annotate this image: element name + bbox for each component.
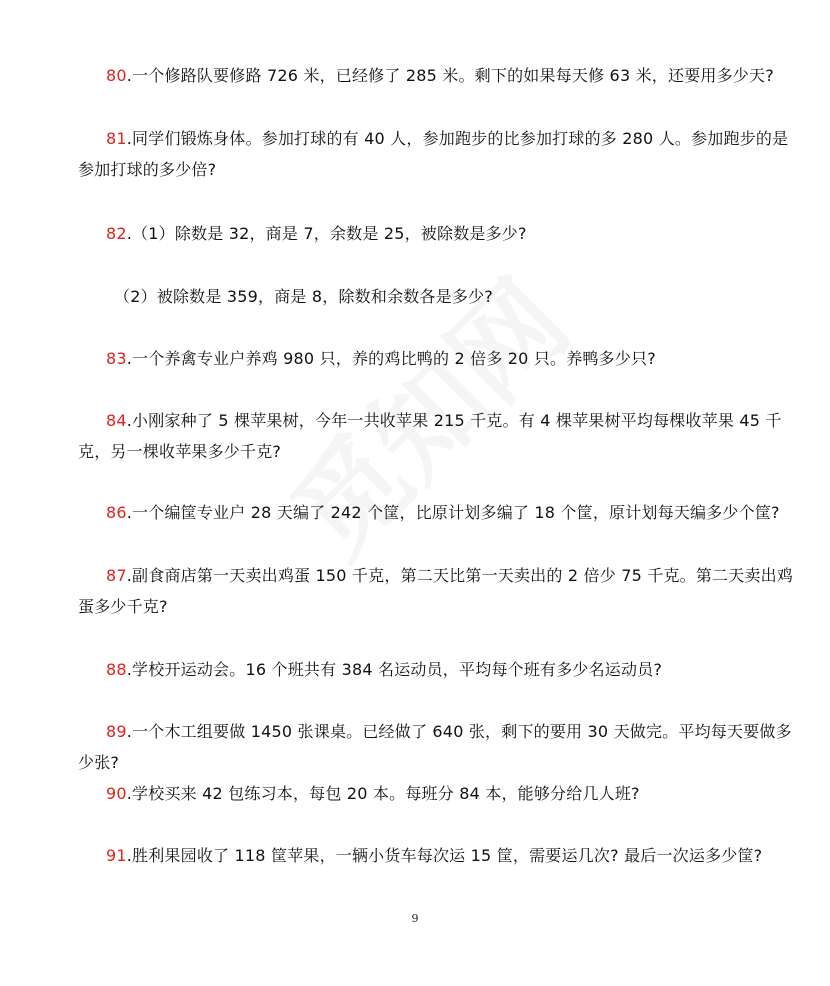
problem-number: 80 [106, 66, 127, 85]
problem-81 [78, 123, 798, 185]
problem-82-part-2 [78, 281, 798, 312]
problem-text: .一个修路队要修路 726 米，已经修了 285 米。剩下的如果每天修 63 米，还要用多少天? [126, 66, 774, 85]
problem-text: （2）被除数是 359，商是 8，除数和余数各是多少? [114, 287, 493, 306]
problem-84 [78, 405, 798, 467]
problem-text: .同学们锻炼身体。参加打球的有 40 人，参加跑步的比参加打球的多 280 人。参加跑步的是参加打球的多少倍? [78, 129, 789, 179]
problem-number: 81 [106, 129, 127, 148]
problem-number: 91 [106, 846, 127, 865]
problem-text: .一个木工组要做 1450 张课桌。已经做了 640 张，剩下的要用 30 天做完。平均每天要做多少张? [78, 722, 792, 772]
problem-number: 82 [106, 224, 127, 243]
problem-number: 87 [106, 566, 127, 585]
page-number: 9 [411, 912, 419, 925]
problem-number: 84 [106, 411, 127, 430]
problem-text: .（1）除数是 32，商是 7，余数是 25，被除数是多少? [126, 224, 527, 243]
problem-text: .学校买来 42 包练习本，每包 20 本。每班分 84 本，能够分给几人班? [126, 784, 640, 803]
problem-82-part-1 [78, 218, 798, 249]
problem-number: 83 [106, 349, 127, 368]
problem-89 [78, 716, 798, 778]
problem-80 [78, 60, 798, 91]
problem-88 [78, 654, 798, 685]
problem-text: .胜利果园收了 118 筐苹果，一辆小货车每次运 15 筐，需要运几次? 最后一次运多少筐? [126, 846, 763, 865]
problem-text: .副食商店第一天卖出鸡蛋 150 千克，第二天比第一天卖出的 2 倍少 75 千克。第二天卖出鸡蛋多少千克? [78, 566, 794, 616]
problem-90 [78, 778, 798, 809]
problem-number: 90 [106, 784, 127, 803]
problem-text: .一个养禽专业户养鸡 980 只，养的鸡比鸭的 2 倍多 20 只。养鸭多少只? [126, 349, 656, 368]
problem-83 [78, 343, 798, 374]
problem-number: 86 [106, 503, 127, 522]
problem-86 [78, 497, 798, 528]
problem-text: .小刚家种了 5 棵苹果树，今年一共收苹果 215 千克。有 4 棵苹果树平均每棵收苹果 45 千克，另一棵收苹果多少千克? [78, 411, 782, 461]
problem-number: 88 [106, 660, 127, 679]
problem-91 [78, 840, 798, 871]
problem-text: .一个编筐专业户 28 天编了 242 个筐，比原计划多编了 18 个筐，原计划每天编多少个筐? [126, 503, 780, 522]
problem-number: 89 [106, 722, 127, 741]
problem-87 [78, 560, 798, 622]
problem-text: .学校开运动会。16 个班共有 384 名运动员，平均每个班有多少名运动员? [126, 660, 663, 679]
